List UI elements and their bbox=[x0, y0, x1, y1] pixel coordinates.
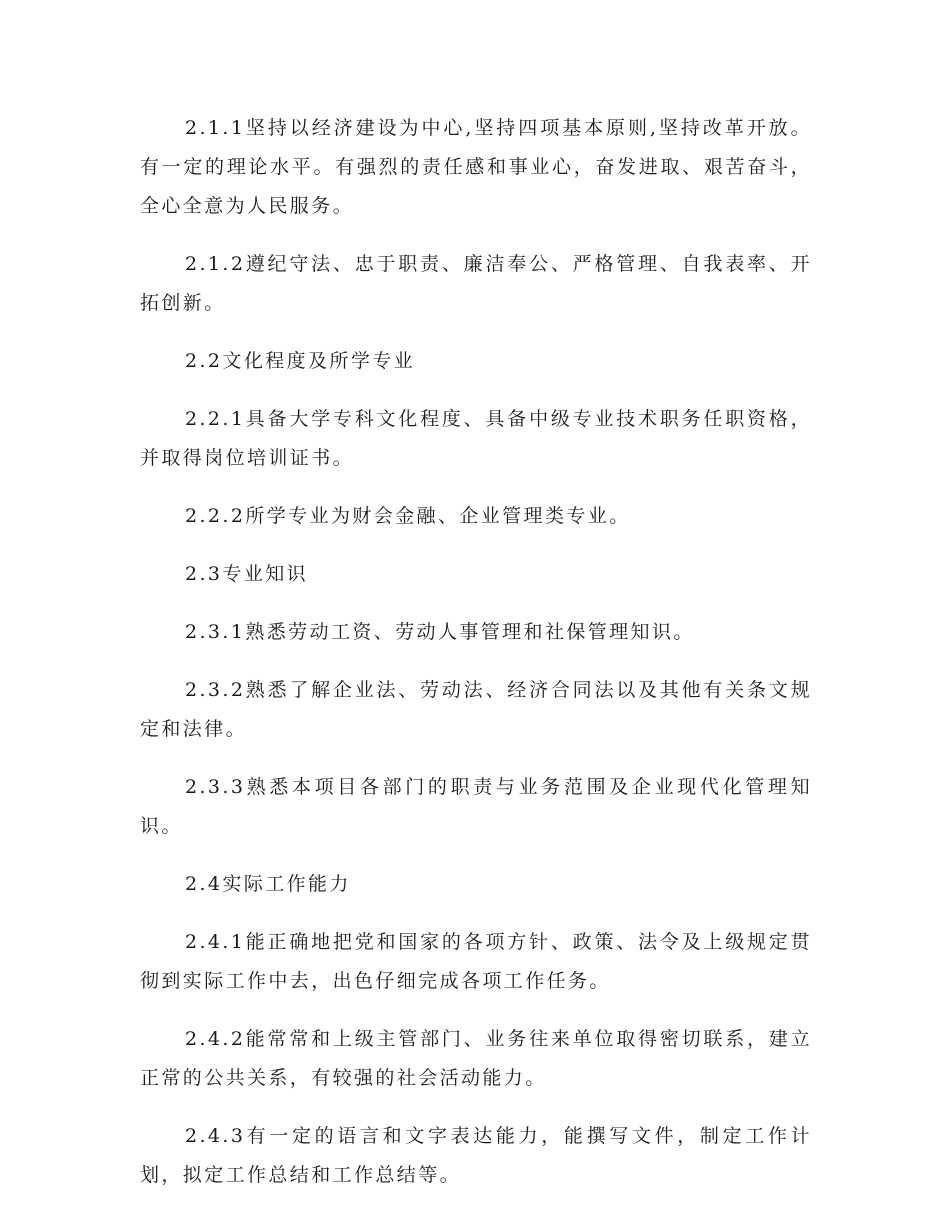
document-body bbox=[140, 109, 812, 1214]
section-heading-2-3: 2.3专业知识 bbox=[185, 563, 309, 585]
paragraph-2-1-1: 2.1.1坚持以经济建设为中心,坚持四项基本原则,坚持改革开放。有一定的理论水平。有强烈的责任感和事业心，奋发进取、艰苦奋斗，全心全意为人民服务。 bbox=[140, 117, 812, 217]
paragraph-2-3-1: 2.3.1熟悉劳动工资、劳动人事管理和社保管理知识。 bbox=[185, 621, 695, 643]
paragraph-2-2-1: 2.2.1具备大学专科文化程度、具备中级专业技术职务任职资格，并取得岗位培训证书。 bbox=[140, 408, 812, 469]
paragraph-2-4-2: 2.4.2能常常和上级主管部门、业务往来单位取得密切联系，建立正常的公共关系，有较强的社会活动能力。 bbox=[140, 1028, 812, 1089]
paragraph-2-4-3: 2.4.3有一定的语言和文字表达能力，能撰写文件，制定工作计划，拟定工作总结和工作总结等。 bbox=[140, 1125, 812, 1186]
paragraph-2-4-1: 2.4.1能正确地把党和国家的各项方针、政策、法令及上级规定贯彻到实际工作中去，出色仔细完成各项工作任务。 bbox=[140, 931, 812, 992]
paragraph-2-3-3: 2.3.3熟悉本项目各部门的职责与业务范围及企业现代化管理知识。 bbox=[140, 776, 812, 837]
paragraph-2-1-2: 2.1.2遵纪守法、忠于职责、廉洁奉公、严格管理、自我表率、开拓创新。 bbox=[140, 253, 812, 314]
paragraph-2-3-2: 2.3.2熟悉了解企业法、劳动法、经济合同法以及其他有关条文规定和法律。 bbox=[140, 679, 812, 740]
paragraph-2-2-2: 2.2.2所学专业为财会金融、企业管理类专业。 bbox=[185, 505, 631, 527]
section-heading-2-4: 2.4实际工作能力 bbox=[185, 873, 351, 895]
section-heading-2-2: 2.2文化程度及所学专业 bbox=[185, 350, 416, 372]
